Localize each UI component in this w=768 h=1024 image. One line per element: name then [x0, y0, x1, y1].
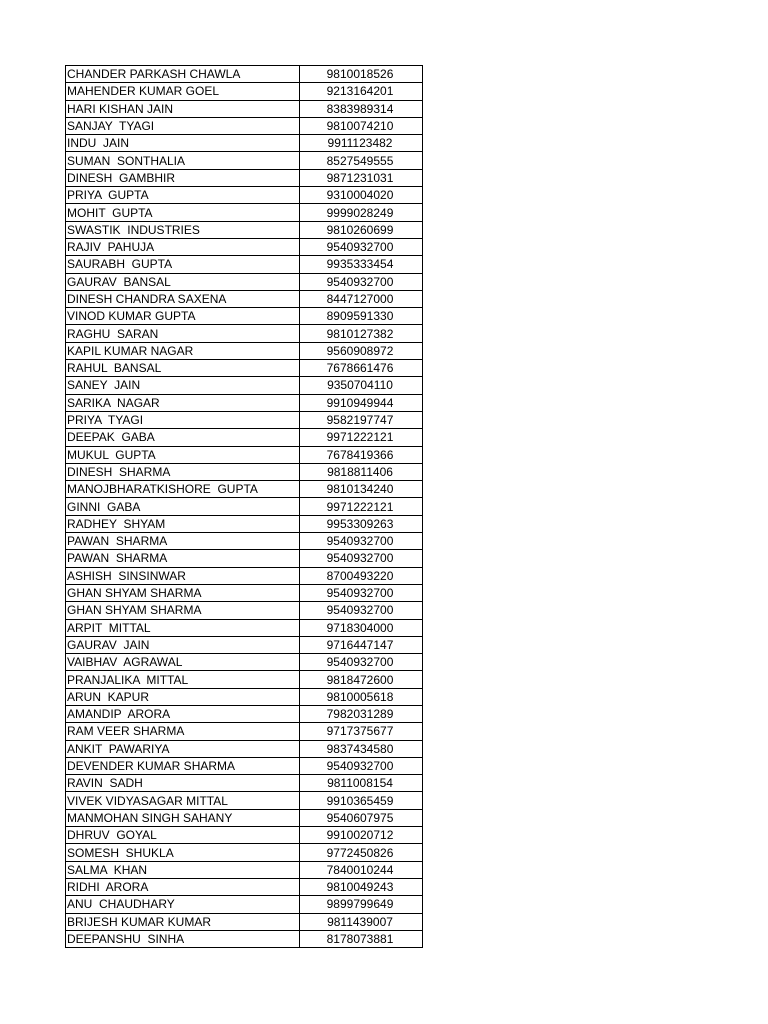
table-row	[66, 878, 423, 895]
contact-name-cell: PRIYA GUPTA	[66, 187, 300, 204]
contact-phone-cell: 9953309263	[300, 515, 423, 532]
table-row	[66, 705, 423, 722]
table-row	[66, 135, 423, 152]
table-row	[66, 308, 423, 325]
table-row	[66, 861, 423, 878]
contact-name-cell: VAIBHAV AGRAWAL	[66, 654, 300, 671]
contact-phone-cell: 9837434580	[300, 740, 423, 757]
table-row	[66, 100, 423, 117]
contact-name-cell: PAWAN SHARMA	[66, 550, 300, 567]
contact-phone-cell: 9540932700	[300, 757, 423, 774]
contact-phone-cell: 9999028249	[300, 204, 423, 221]
contact-phone-cell: 9717375677	[300, 723, 423, 740]
contact-phone-cell: 9910020712	[300, 827, 423, 844]
contact-phone-cell: 9871231031	[300, 169, 423, 186]
table-row	[66, 827, 423, 844]
contact-name-cell: MANMOHAN SINGH SAHANY	[66, 809, 300, 826]
contact-name-cell: SANEY JAIN	[66, 377, 300, 394]
contact-name-cell: VIVEK VIDYASAGAR MITTAL	[66, 792, 300, 809]
table-row	[66, 550, 423, 567]
contact-phone-cell: 9540607975	[300, 809, 423, 826]
contact-name-cell: AMANDIP ARORA	[66, 705, 300, 722]
contact-phone-cell: 9911123482	[300, 135, 423, 152]
contact-name-cell: HARI KISHAN JAIN	[66, 100, 300, 117]
contact-name-cell: RAHUL BANSAL	[66, 360, 300, 377]
table-row	[66, 273, 423, 290]
contact-phone-cell: 9540932700	[300, 533, 423, 550]
contact-phone-cell: 9910365459	[300, 792, 423, 809]
contact-phone-cell: 9310004020	[300, 187, 423, 204]
contact-name-cell: DEEPANSHU SINHA	[66, 930, 300, 947]
table-row	[66, 533, 423, 550]
table-row	[66, 256, 423, 273]
contact-name-cell: MANOJBHARATKISHORE GUPTA	[66, 481, 300, 498]
contact-name-cell: KAPIL KUMAR NAGAR	[66, 342, 300, 359]
contact-name-cell: VINOD KUMAR GUPTA	[66, 308, 300, 325]
contact-phone-cell: 8178073881	[300, 930, 423, 947]
contact-name-cell: DINESH GAMBHIR	[66, 169, 300, 186]
contact-phone-cell: 9213164201	[300, 83, 423, 100]
contact-name-cell: SUMAN SONTHALIA	[66, 152, 300, 169]
contact-phone-cell: 7982031289	[300, 705, 423, 722]
contact-phone-cell: 9899799649	[300, 896, 423, 913]
contact-name-cell: DEVENDER KUMAR SHARMA	[66, 757, 300, 774]
table-row	[66, 221, 423, 238]
contact-phone-cell: 9910949944	[300, 394, 423, 411]
contact-name-cell: ARPIT MITTAL	[66, 619, 300, 636]
table-row	[66, 83, 423, 100]
contact-name-cell: RAGHU SARAN	[66, 325, 300, 342]
contact-phone-cell: 7678419366	[300, 446, 423, 463]
contact-name-cell: RADHEY SHYAM	[66, 515, 300, 532]
table-row	[66, 584, 423, 601]
contact-phone-cell: 9810049243	[300, 878, 423, 895]
contact-phone-cell: 9582197747	[300, 411, 423, 428]
contact-name-cell: PRANJALIKA MITTAL	[66, 671, 300, 688]
contact-name-cell: ANKIT PAWARIYA	[66, 740, 300, 757]
contact-name-cell: GAURAV JAIN	[66, 636, 300, 653]
table-row	[66, 619, 423, 636]
contact-name-cell: INDU JAIN	[66, 135, 300, 152]
table-row	[66, 342, 423, 359]
contact-phone-cell: 9810074210	[300, 117, 423, 134]
contact-name-cell: PAWAN SHARMA	[66, 533, 300, 550]
contact-phone-cell: 8447127000	[300, 290, 423, 307]
contact-phone-cell: 9540932700	[300, 602, 423, 619]
table-row	[66, 740, 423, 757]
contact-phone-cell: 7840010244	[300, 861, 423, 878]
contact-phone-cell: 9818472600	[300, 671, 423, 688]
contact-phone-cell: 8527549555	[300, 152, 423, 169]
contact-name-cell: GINNI GABA	[66, 498, 300, 515]
table-row	[66, 463, 423, 480]
contact-name-cell: PRIYA TYAGI	[66, 411, 300, 428]
table-row	[66, 169, 423, 186]
contact-phone-cell: 9716447147	[300, 636, 423, 653]
table-row	[66, 152, 423, 169]
contact-name-cell: SALMA KHAN	[66, 861, 300, 878]
contact-name-cell: DINESH SHARMA	[66, 463, 300, 480]
contact-name-cell: DINESH CHANDRA SAXENA	[66, 290, 300, 307]
contact-phone-cell: 9810127382	[300, 325, 423, 342]
contact-name-cell: CHANDER PARKASH CHAWLA	[66, 66, 300, 83]
contacts-table	[65, 65, 423, 948]
contact-phone-cell: 9971222121	[300, 498, 423, 515]
contact-name-cell: RIDHI ARORA	[66, 878, 300, 895]
contact-phone-cell: 9971222121	[300, 429, 423, 446]
contact-name-cell: DHRUV GOYAL	[66, 827, 300, 844]
contact-phone-cell: 8700493220	[300, 567, 423, 584]
contact-phone-cell: 9540932700	[300, 654, 423, 671]
table-row	[66, 602, 423, 619]
table-row	[66, 567, 423, 584]
table-row	[66, 429, 423, 446]
contact-phone-cell: 7678661476	[300, 360, 423, 377]
table-row	[66, 204, 423, 221]
table-row	[66, 117, 423, 134]
contact-phone-cell: 9810018526	[300, 66, 423, 83]
table-row	[66, 66, 423, 83]
table-row	[66, 688, 423, 705]
contacts-sheet	[65, 65, 422, 948]
contact-name-cell: ANU CHAUDHARY	[66, 896, 300, 913]
table-row	[66, 498, 423, 515]
contact-phone-cell: 9718304000	[300, 619, 423, 636]
contact-phone-cell: 9540932700	[300, 238, 423, 255]
contact-phone-cell: 9811439007	[300, 913, 423, 930]
table-row	[66, 515, 423, 532]
contact-phone-cell: 9560908972	[300, 342, 423, 359]
table-row	[66, 325, 423, 342]
table-row	[66, 896, 423, 913]
contacts-table-body	[66, 66, 423, 948]
table-row	[66, 377, 423, 394]
contact-name-cell: DEEPAK GABA	[66, 429, 300, 446]
contact-name-cell: GHAN SHYAM SHARMA	[66, 602, 300, 619]
contact-name-cell: ARUN KAPUR	[66, 688, 300, 705]
contact-name-cell: SANJAY TYAGI	[66, 117, 300, 134]
table-row	[66, 636, 423, 653]
contact-name-cell: RAM VEER SHARMA	[66, 723, 300, 740]
table-row	[66, 238, 423, 255]
contact-phone-cell: 9810005618	[300, 688, 423, 705]
contact-name-cell: GHAN SHYAM SHARMA	[66, 584, 300, 601]
contact-phone-cell: 8909591330	[300, 308, 423, 325]
table-row	[66, 411, 423, 428]
table-row	[66, 360, 423, 377]
contact-name-cell: ASHISH SINSINWAR	[66, 567, 300, 584]
contact-name-cell: GAURAV BANSAL	[66, 273, 300, 290]
contact-phone-cell: 9818811406	[300, 463, 423, 480]
table-row	[66, 290, 423, 307]
table-row	[66, 757, 423, 774]
table-row	[66, 446, 423, 463]
table-row	[66, 844, 423, 861]
table-row	[66, 187, 423, 204]
contact-name-cell: BRIJESH KUMAR KUMAR	[66, 913, 300, 930]
contact-name-cell: MUKUL GUPTA	[66, 446, 300, 463]
contact-phone-cell: 8383989314	[300, 100, 423, 117]
contact-name-cell: SARIKA NAGAR	[66, 394, 300, 411]
contact-phone-cell: 9935333454	[300, 256, 423, 273]
table-row	[66, 481, 423, 498]
table-row	[66, 775, 423, 792]
contact-name-cell: RAJIV PAHUJA	[66, 238, 300, 255]
table-row	[66, 792, 423, 809]
contact-phone-cell: 9810134240	[300, 481, 423, 498]
table-row	[66, 723, 423, 740]
table-row	[66, 671, 423, 688]
contact-phone-cell: 9810260699	[300, 221, 423, 238]
contact-phone-cell: 9350704110	[300, 377, 423, 394]
contact-name-cell: SOMESH SHUKLA	[66, 844, 300, 861]
contact-phone-cell: 9811008154	[300, 775, 423, 792]
contact-name-cell: MOHIT GUPTA	[66, 204, 300, 221]
contact-phone-cell: 9540932700	[300, 584, 423, 601]
contact-name-cell: MAHENDER KUMAR GOEL	[66, 83, 300, 100]
table-row	[66, 654, 423, 671]
table-row	[66, 809, 423, 826]
contact-name-cell: SAURABH GUPTA	[66, 256, 300, 273]
contact-phone-cell: 9540932700	[300, 273, 423, 290]
contact-name-cell: SWASTIK INDUSTRIES	[66, 221, 300, 238]
contact-phone-cell: 9772450826	[300, 844, 423, 861]
table-row	[66, 394, 423, 411]
contact-name-cell: RAVIN SADH	[66, 775, 300, 792]
table-row	[66, 913, 423, 930]
table-row	[66, 930, 423, 947]
contact-phone-cell: 9540932700	[300, 550, 423, 567]
